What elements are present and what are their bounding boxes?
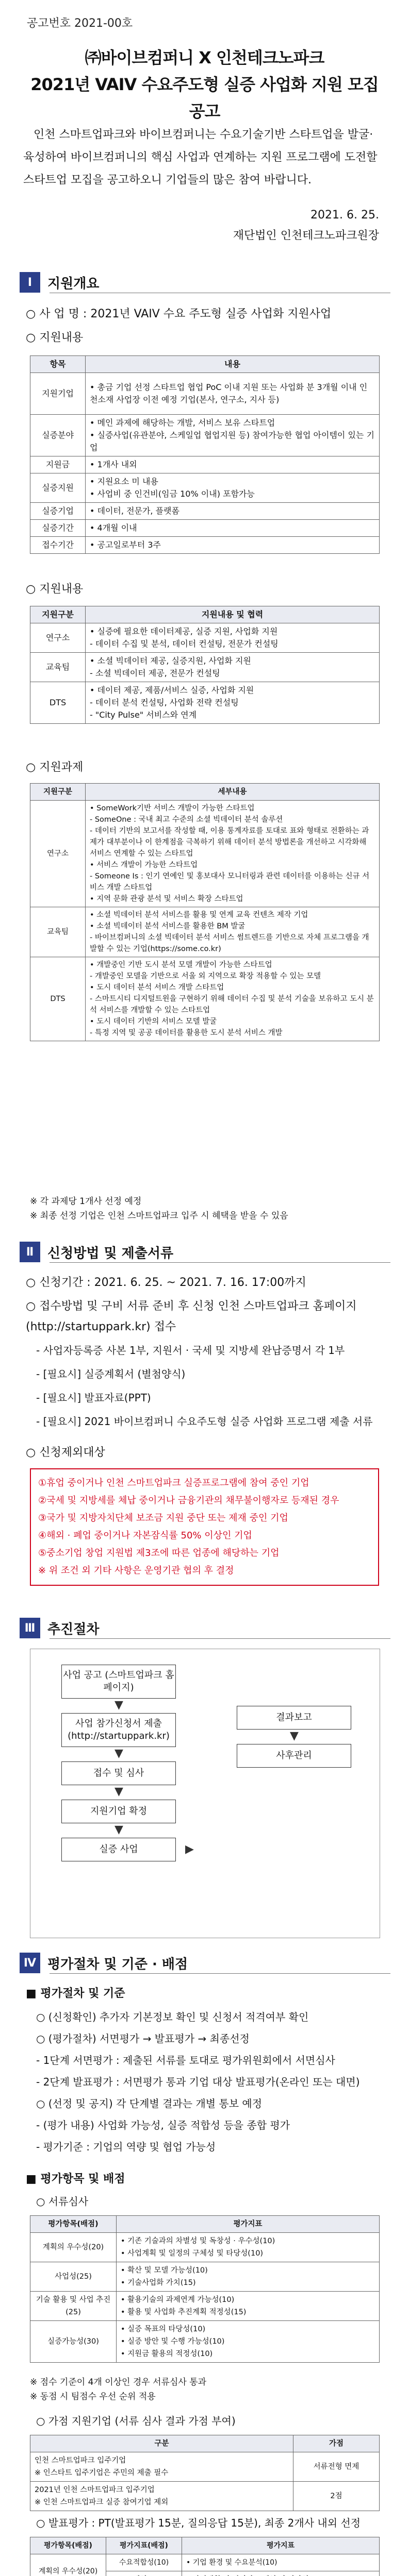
exclude-label: ○ 신청제외대상 [26,1446,105,1459]
exclude-item: ④해외 · 폐업 중이거나 자본잠식률 50% 이상인 기업 [38,1530,252,1541]
table-cell: 연구소 [30,623,86,653]
bonus-table [30,2435,380,2511]
table-cell: 교육팀 [30,653,86,682]
flow-step-notice: 사업 공고 (스마트업파크 홈페이지) [61,1665,176,1699]
table-cell: DTS [30,682,86,724]
table-cell: 수요적합성(10) [106,2554,182,2571]
title-line-1: ㈜바이브컴퍼니 X 인천테크노파크 [85,48,324,67]
table-cell: 지원금 [30,456,86,473]
eval-item: - 2단계 발표평가 : 서면평가 통과 기업 대상 발표평가(온라인 또는 대면) [36,2076,360,2088]
table-row [30,456,380,473]
section-divider [50,1262,390,1263]
table-row [30,473,380,503]
task-label: ○ 지원과제 [26,761,84,774]
bonus-label: ○ 가점 지원기업 (서류 심사 결과 가점 부여) [36,2415,236,2427]
eval-table-1 [30,2215,380,2363]
table-row [30,373,380,415]
table-cell: 지원기업 [30,373,86,415]
table-cell: 실증기업 [30,503,86,520]
table-cell: 실증지원 [30,473,86,503]
table-cell: 실증기간 [30,520,86,537]
table-cell: • 기업 환경 및 수요분석(10) [182,2554,380,2571]
exclude-item: ①휴업 중이거나 인천 스마트업파크 실증프로그램에 참여 중인 기업 [38,1478,309,1488]
column-header: 평가지표(배점) [106,2537,182,2554]
section-title: 평가절차 및 기준 · 배점 [47,1956,188,1972]
pt-eval-label: ○ 발표평가 : PT(발표평가 15분, 질의응답 15분), 최종 2개사 내외 선정 [36,2517,361,2529]
table-cell: 2점 [293,2482,380,2511]
column-header: 내용 [86,356,380,373]
table-cell: • 공고일로부터 3주 [86,537,380,554]
section-title: 지원개요 [47,276,100,292]
eval-table-2 [30,2537,380,2576]
exclude-item: ③국가 및 지방자치단체 보조금 지원 중단 또는 제재 중인 기업 [38,1513,288,1523]
arrow-down-icon: ▼ [290,1730,299,1742]
table-cell: • 1개사 내외 [86,456,380,473]
note: ※ 각 과제당 1개사 선정 예정 [30,1196,142,1207]
section-title: 추진절차 [47,1621,100,1637]
table-cell: • 지원요소 미 내용 • 사업비 중 인건비(임금 10% 이내) 포함가능 [86,473,380,503]
table-cell: • 기존 기술과의 차별성 및 독창성 · 우수성(10) • 사업계획 및 일정의 구체성 및 타당성(10) [117,2233,380,2262]
table-row [30,2292,380,2321]
table-cell: 2021년 인천 스마트업파크 입주기업 ※ 인천 스마트업파크 실증 참여기업 제외 [30,2482,293,2511]
table-cell: • SomeWork기반 서비스 개발이 가능한 스타트업 - SomeOne : 국내 최고 수준의 소셜 빅데이터 분석 솔루션 - 데이터 기반의 보고서를 작성할 때, 이용 통계자료를 토대로 표와 형태로 전환하는 과제가 대부분이나 이 한계점을 극복하기 위해 데이터 분석 방법론을 개선하고 시각화해 서비스 연계할 수 있는 스타트업 • 서비스 개발이 가능한 스타트업 - Someone Is : 인기 연예인 및 홍보대사 모니터링과 관련 데이터를 이용하는 신규 서비스 개발 스타트업 • 지역 문화 관광 분석 및 서비스 확장 스타트업 [86,801,380,907]
column-header: 평가지표 [182,2537,380,2554]
eval-item: - (평가 내용) 사업화 가능성, 실증 적합성 등을 종합 평가 [36,2119,290,2131]
table-cell: • 실증에 필요한 데이터제공, 실증 지원, 사업화 지원 - 데이터 수집 및 분석, 데이터 컨설팅, 전문가 컨설팅 [86,623,380,653]
table-cell: 인천 스마트업파크 입주기업 ※ 인스타트 입주기업은 주민의 제출 필수 [30,2452,293,2482]
flow-step-review: 접수 및 심사 [61,1761,176,1785]
apply-period: ○ 신청기간 : 2021. 6. 25. ~ 2021. 7. 16. 17:00까지 [26,1276,306,1289]
table-cell [106,2571,182,2576]
column-header: 구분 [30,2435,293,2452]
column-header: 지원내용 및 협력 [86,606,380,623]
eval-item: ○ (선정 및 공지) 각 단계별 결과는 개별 통보 예정 [36,2097,263,2110]
title-block [21,44,388,125]
table-row [30,682,380,724]
section-1-header [20,272,99,293]
issuer: 재단법인 인천테크노파크원장 [233,229,379,242]
doc-item: - [필요시] 2021 바이브컴퍼니 수요주도형 실증 사업화 프로그램 제출 서류 [36,1415,373,1428]
column-header: 지원구분 [30,606,86,623]
column-header: 평가항목(배점) [30,2216,117,2233]
table-cell: 연구소 [30,801,86,907]
table-cell: 서류전형 면제 [293,2452,380,2482]
note: ※ 최종 선정 기업은 인천 스마트업파크 입주 시 혜택을 받을 수 있음 [30,1211,288,1221]
table-row [30,415,380,456]
notice-date: 2021. 6. 25. [310,209,379,222]
table-cell: 계획의 우수성(20) [30,2233,117,2262]
section-3-header [20,1618,99,1638]
arrow-right-icon: ▶ [185,1843,194,1856]
table-row [30,623,380,653]
note: ※ 점수 기준이 4개 이상인 경우 서류심사 통과 [30,2377,207,2387]
date-block [233,205,379,246]
table-row [30,957,380,1041]
support-table [30,355,380,554]
eval-item: ○ (신청확인) 추가자 기본정보 확인 및 신청서 적격여부 확인 [36,2011,309,2023]
flow-step-report: 결과보고 [237,1706,351,1730]
title-line-2: 2021년 VAIV 수요주도형 실증 사업화 지원 모집 공고 [30,75,379,121]
table-cell: • 총금 기업 선정 스타트업 협업 PoC 이내 지원 또는 사업화 분 3개월 이내 인천소재 사업장 이전 예정 기업(본사, 연구소, 지사 등) [86,373,380,415]
table-row [30,2262,380,2292]
table-row [30,520,380,537]
section-divider [50,1638,390,1639]
arrow-down-icon: ▼ [114,1823,123,1836]
subheading: ■ 평가항목 및 배점 [26,2173,125,2185]
subheading-doc: ○ 서류심사 [36,2195,89,2208]
section-number: Ⅲ [20,1618,40,1638]
support-content-label: ○ 지원내용 [26,331,84,344]
table-cell: • 소셜 빅데이터 제공, 실증지원, 사업화 지원 - 소셜 빅데이터 제공, 전문가 컨설팅 [86,653,380,682]
table-row [30,801,380,907]
table-row [30,2321,380,2363]
support-detail-label: ○ 지원내용 [26,583,84,596]
table-cell: 실증분야 [30,415,86,456]
section-divider [50,1973,390,1974]
eval-item: - 평가기준 : 기업의 역량 및 협업 가능성 [36,2141,216,2153]
table-header-row [30,2216,380,2233]
table-row [30,2482,380,2511]
task-table [30,783,380,1041]
note: ※ 동점 시 팀점수 우선 순위 적용 [30,2392,156,2402]
exclude-box [30,1468,379,1586]
table-header-row [30,606,380,623]
table-cell: • 개발중인 기반 도시 분석 모델 개발이 가능한 스타트업 - 개발중인 모델을 기반으로 서울 외 지역으로 확장 적용할 수 있는 모델 • 도시 데이터 분석 서비스 개발 스타트업 - 스마트시티 디지털트윈을 구현하기 위해 데이터 수집 및 분석 기술을 보유하고 도시 분석 서비스를 개발할 수 있는 스타트업 • 도시 데이터 기반의 서비스 모델 발굴 - 특정 지역 및 공공 데이터를 활용한 도시 분석 서비스 개발 [86,957,380,1041]
table-cell: • 데이터 제공, 제품/서비스 실증, 사업화 지원 - 데이터 분석 컨설팅, 사업화 전략 컨설팅 - "City Pulse" 서비스와 연계 [86,682,380,724]
column-header: 항목 [30,356,86,373]
doc-item: - [필요시] 실증계획서 (별첨양식) [36,1368,186,1380]
detail-table [30,606,380,724]
table-cell: • 데이터, 전문가, 플랫폼 [86,503,380,520]
table-row [30,2452,380,2482]
table-cell: 기술 활용 및 사업 추진(25) [30,2292,117,2321]
table-row [30,503,380,520]
arrow-down-icon: ▼ [114,1747,123,1760]
table-cell [182,2571,380,2576]
table-header-row [30,784,380,801]
apply-method: ○ 접수방법 및 구비 서류 준비 후 신청 인천 스마트업파크 홈페이지 (http://startuppark.kr) 접수 [26,1300,357,1333]
table-cell: 사업성(25) [30,2262,117,2292]
table-cell: 접수기간 [30,537,86,554]
section-2-header [20,1242,173,1262]
doc-item: - [필요시] 발표자료(PPT) [36,1392,151,1404]
table-cell: DTS [30,957,86,1041]
eval-item: ○ (평가절차) 서면평가 → 발표평가 → 최종선정 [36,2032,250,2045]
flow-step-confirm: 지원기업 확정 [61,1800,176,1823]
column-header: 세부내용 [86,784,380,801]
table-cell: 교육팀 [30,907,86,957]
column-header: 지원구분 [30,784,86,801]
doc-item: - 사업자등록증 사본 1부, 지원서 · 국세 및 지방세 완납증명서 각 1부 [36,1344,345,1357]
table-cell: • 소셜 빅데이터 분석 서비스를 활용 및 연계 교육 컨텐츠 제작 기업 • 소셜 빅데이터 분석 서비스를 활용한 BM 발굴 - 바이브컴퍼니의 소셜 빅데이터 분석 서비스 썸트렌드를 기반으로 자체 프로그램을 개발할 수 있는 기업(https://some.co.kr) [86,907,380,957]
table-header-row [30,2537,380,2554]
notice-number: 공고번호 2021-00호 [27,17,133,30]
table-row [30,907,380,957]
section-4-header [20,1953,188,1973]
process-flow [30,1649,380,1938]
table-row [30,2233,380,2262]
subheading: ■ 평가절차 및 기준 [26,1987,125,2000]
arrow-down-icon: ▼ [114,1699,123,1711]
table-cell: • 4개월 이내 [86,520,380,537]
column-header: 평가지표 [117,2216,380,2233]
table-cell: 계획의 우수성(20) [30,2554,106,2576]
arrow-down-icon: ▼ [114,1785,123,1798]
eval-item: - 1단계 서면평가 : 제출된 서류를 토대로 평가위원회에서 서면심사 [36,2054,335,2066]
table-header-row [30,2435,380,2452]
table-cell: • 실증 목표의 타당성(10) • 실증 방안 및 수행 가능성(10) • 지원금 활용의 적정성(10) [117,2321,380,2363]
column-header: 평가항목(배점) [30,2537,106,2554]
column-header: 가점 [293,2435,380,2452]
flow-step-aftercare: 사후관리 [237,1744,351,1768]
section-number: Ⅰ [20,272,40,293]
table-cell: • 메인 과제에 해당하는 개발, 서비스 보유 스타트업 • 실증사업(유관분야, 스케일업 협업지원 등) 참여가능한 협업 아이템이 있는 기업 [86,415,380,456]
table-row [30,537,380,554]
section-number: Ⅳ [20,1953,40,1973]
section-title: 신청방법 및 제출서류 [47,1245,174,1261]
exclude-item: ⑤중소기업 창업 지원법 제3조에 따른 업종에 해당하는 기업 [38,1548,280,1558]
flow-step-pilot: 실증 사업 [61,1838,176,1861]
project-name: ○ 사 업 명 : 2021년 VAIV 수요 주도형 실증 사업화 지원사업 [26,308,332,320]
table-row [30,2554,380,2571]
table-cell: • 활용기술의 과제연계 가능성(10) • 활용 및 사업화 추진계획 적정성(15) [117,2292,380,2321]
exclude-item: ②국세 및 지방세를 체납 중이거나 금융기관의 채무불이행자로 등재된 경우 [38,1495,339,1506]
table-header-row [30,356,380,373]
table-row [30,653,380,682]
intro-paragraph: 인천 스마트업파크와 바이브컴퍼니는 수요기술기반 스타트업을 발굴·육성하여 바이브컴퍼니의 핵심 사업과 연계하는 지원 프로그램에 도전할 스타트업 모집을 공고하오니 기업들의 많은 참여 바랍니다. [23,128,378,187]
section-number: Ⅱ [20,1242,40,1262]
table-cell: • 확산 및 모델 가능성(10) • 기술사업화 가치(15) [117,2262,380,2292]
exclude-item: ※ 위 조건 외 기타 사항은 운영기관 협의 후 결정 [38,1565,234,1576]
flow-step-apply: 사업 참가신청서 제출 (http://startuppark.kr) [61,1713,176,1747]
table-cell: 실증가능성(30) [30,2321,117,2363]
